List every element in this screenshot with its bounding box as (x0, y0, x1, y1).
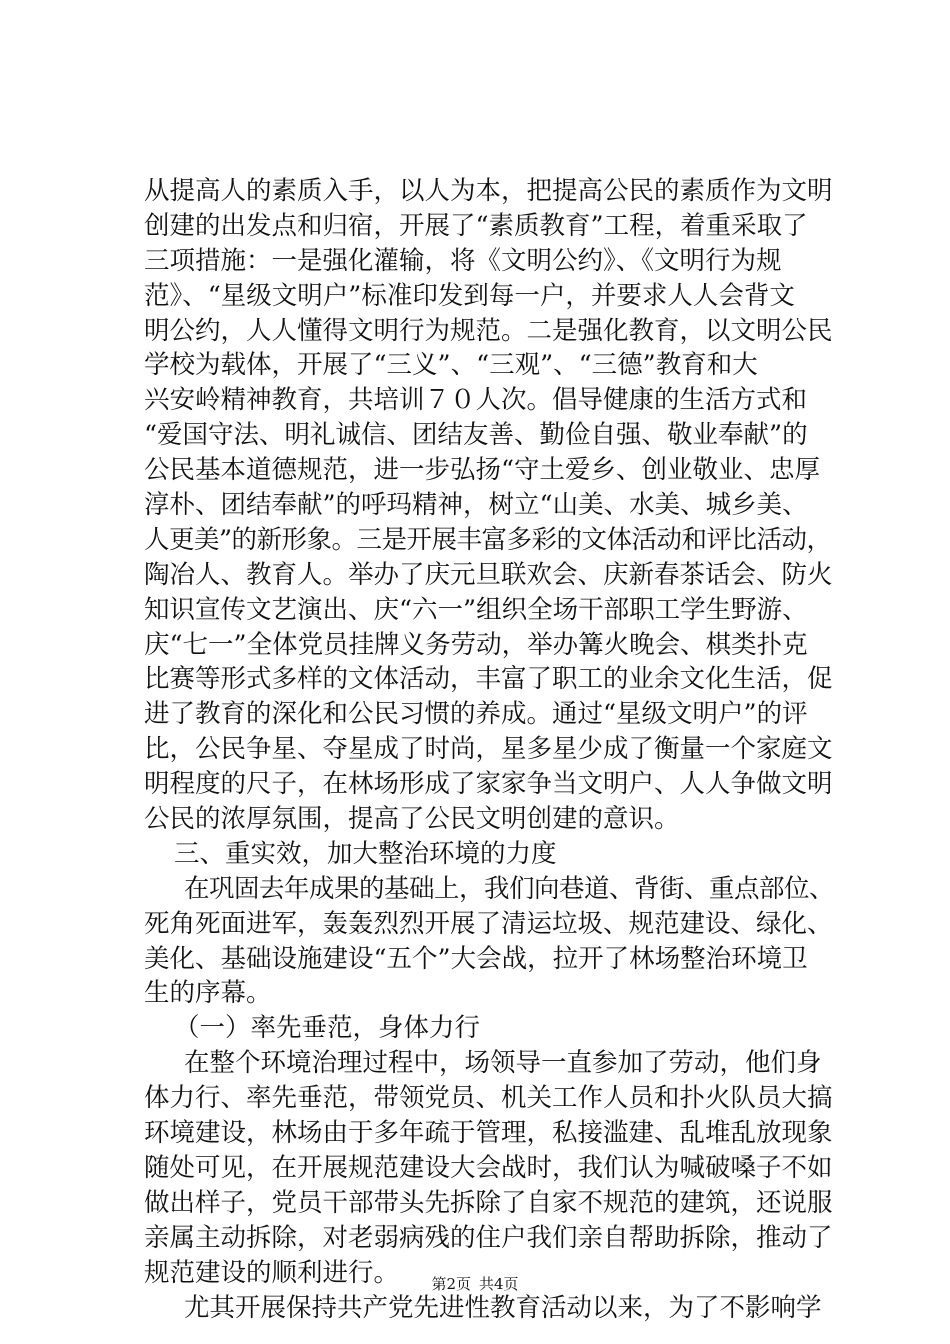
text-line: 淳朴、团结奉献”的呼玛精神，树立“山美、水美、城乡美、 (144, 490, 808, 521)
text-line: 范》、“星级文明户”标准印发到每一户，并要求人人会背文 (144, 280, 795, 311)
text-line: 公民基本道德规范，进一步弘扬“守土爱乡、创业敬业、忠厚 (144, 455, 821, 486)
text-line: 学校为载体，开展了“三义”、“三观”、“三德”教育和大 (144, 350, 758, 381)
subsection-heading: （一）率先垂范，身体力行 (174, 1013, 481, 1044)
text-line: 体力行、率先垂范，带领党员、机关工作人员和扑火队员大搞 (144, 1083, 833, 1114)
page-number: 第2页 (431, 1275, 471, 1293)
text-line: 人更美”的新形象。三是开展丰富多彩的文体活动和评比活动， (144, 524, 832, 555)
text-line: 创建的出发点和归宿，开展了“素质教育”工程，着重采取了 (144, 210, 808, 241)
page-total: 共4页 (479, 1275, 519, 1293)
text-line: 庆“七一”全体党员挂牌义务劳动，举办篝火晚会、棋类扑克 (144, 629, 808, 660)
text-line: 明公约，人人懂得文明行为规范。二是强化教育，以文明公民 (144, 315, 833, 346)
text-line: 亲属主动拆除，对老弱病残的住户我们亲自帮助拆除，推动了 (144, 1222, 833, 1253)
section-heading: 三、重实效，加大整治环境的力度 (174, 838, 557, 869)
text-line: 比，公民争星、夺星成了时尚，星多星少成了衡量一个家庭文 (144, 734, 833, 765)
text-line: 规范建设的顺利进行。 (144, 1257, 400, 1288)
text-line: 陶冶人、教育人。举办了庆元旦联欢会、庆新春茶话会、防火 (144, 559, 833, 590)
text-line: 死角死面进军，轰轰烈烈开展了清运垃圾、规范建设、绿化、 (144, 908, 833, 939)
text-line: 公民的浓厚氛围，提高了公民文明创建的意识。 (144, 804, 680, 835)
text-line: 三项措施：一是强化灌输，将《文明公约》、《文明行为规 (144, 245, 782, 276)
text-line: 比赛等形式多样的文体活动，丰富了职工的业余文化生活，促 (144, 664, 833, 695)
text-line: 兴安岭精神教育，共培训７０人次。倡导健康的生活方式和 (144, 385, 808, 416)
text-line: 美化、基础设施建设“五个”大会战，拉开了林场整治环境卫 (144, 943, 808, 974)
text-line: 进了教育的深化和公民习惯的养成。通过“星级文明户”的评 (144, 699, 808, 730)
text-line: 知识宣传文艺演出、庆“六一”组织全场干部职工学生野游、 (144, 594, 808, 625)
text-line: 环境建设，林场由于多年疏于管理，私接滥建、乱堆乱放现象 (144, 1118, 833, 1149)
body-text (144, 174, 834, 1325)
text-line: 随处可见，在开展规范建设大会战时，我们认为喊破嗓子不如 (144, 1152, 833, 1183)
paragraph-start: 在整个环境治理过程中，场领导一直参加了劳动，他们身 (184, 1048, 822, 1079)
text-line: “爱国守法、明礼诚信、团结友善、勤俭自强、敬业奉献”的 (144, 420, 808, 451)
text-line: 做出样子，党员干部带头先拆除了自家不规范的建筑，还说服 (144, 1187, 833, 1218)
text-line: 明程度的尺子，在林场形成了家家争当文明户、人人争做文明 (144, 769, 833, 800)
paragraph-start: 尤其开展保持共产党先进性教育活动以来，为了不影响学 (184, 1292, 822, 1323)
text-line: 生的序幕。 (144, 978, 272, 1009)
text-line: 从提高人的素质入手，以人为本，把提高公民的素质作为文明 (144, 176, 833, 206)
page-footer (0, 1274, 950, 1294)
paragraph-start: 在巩固去年成果的基础上，我们向巷道、背街、重点部位、 (184, 873, 835, 904)
